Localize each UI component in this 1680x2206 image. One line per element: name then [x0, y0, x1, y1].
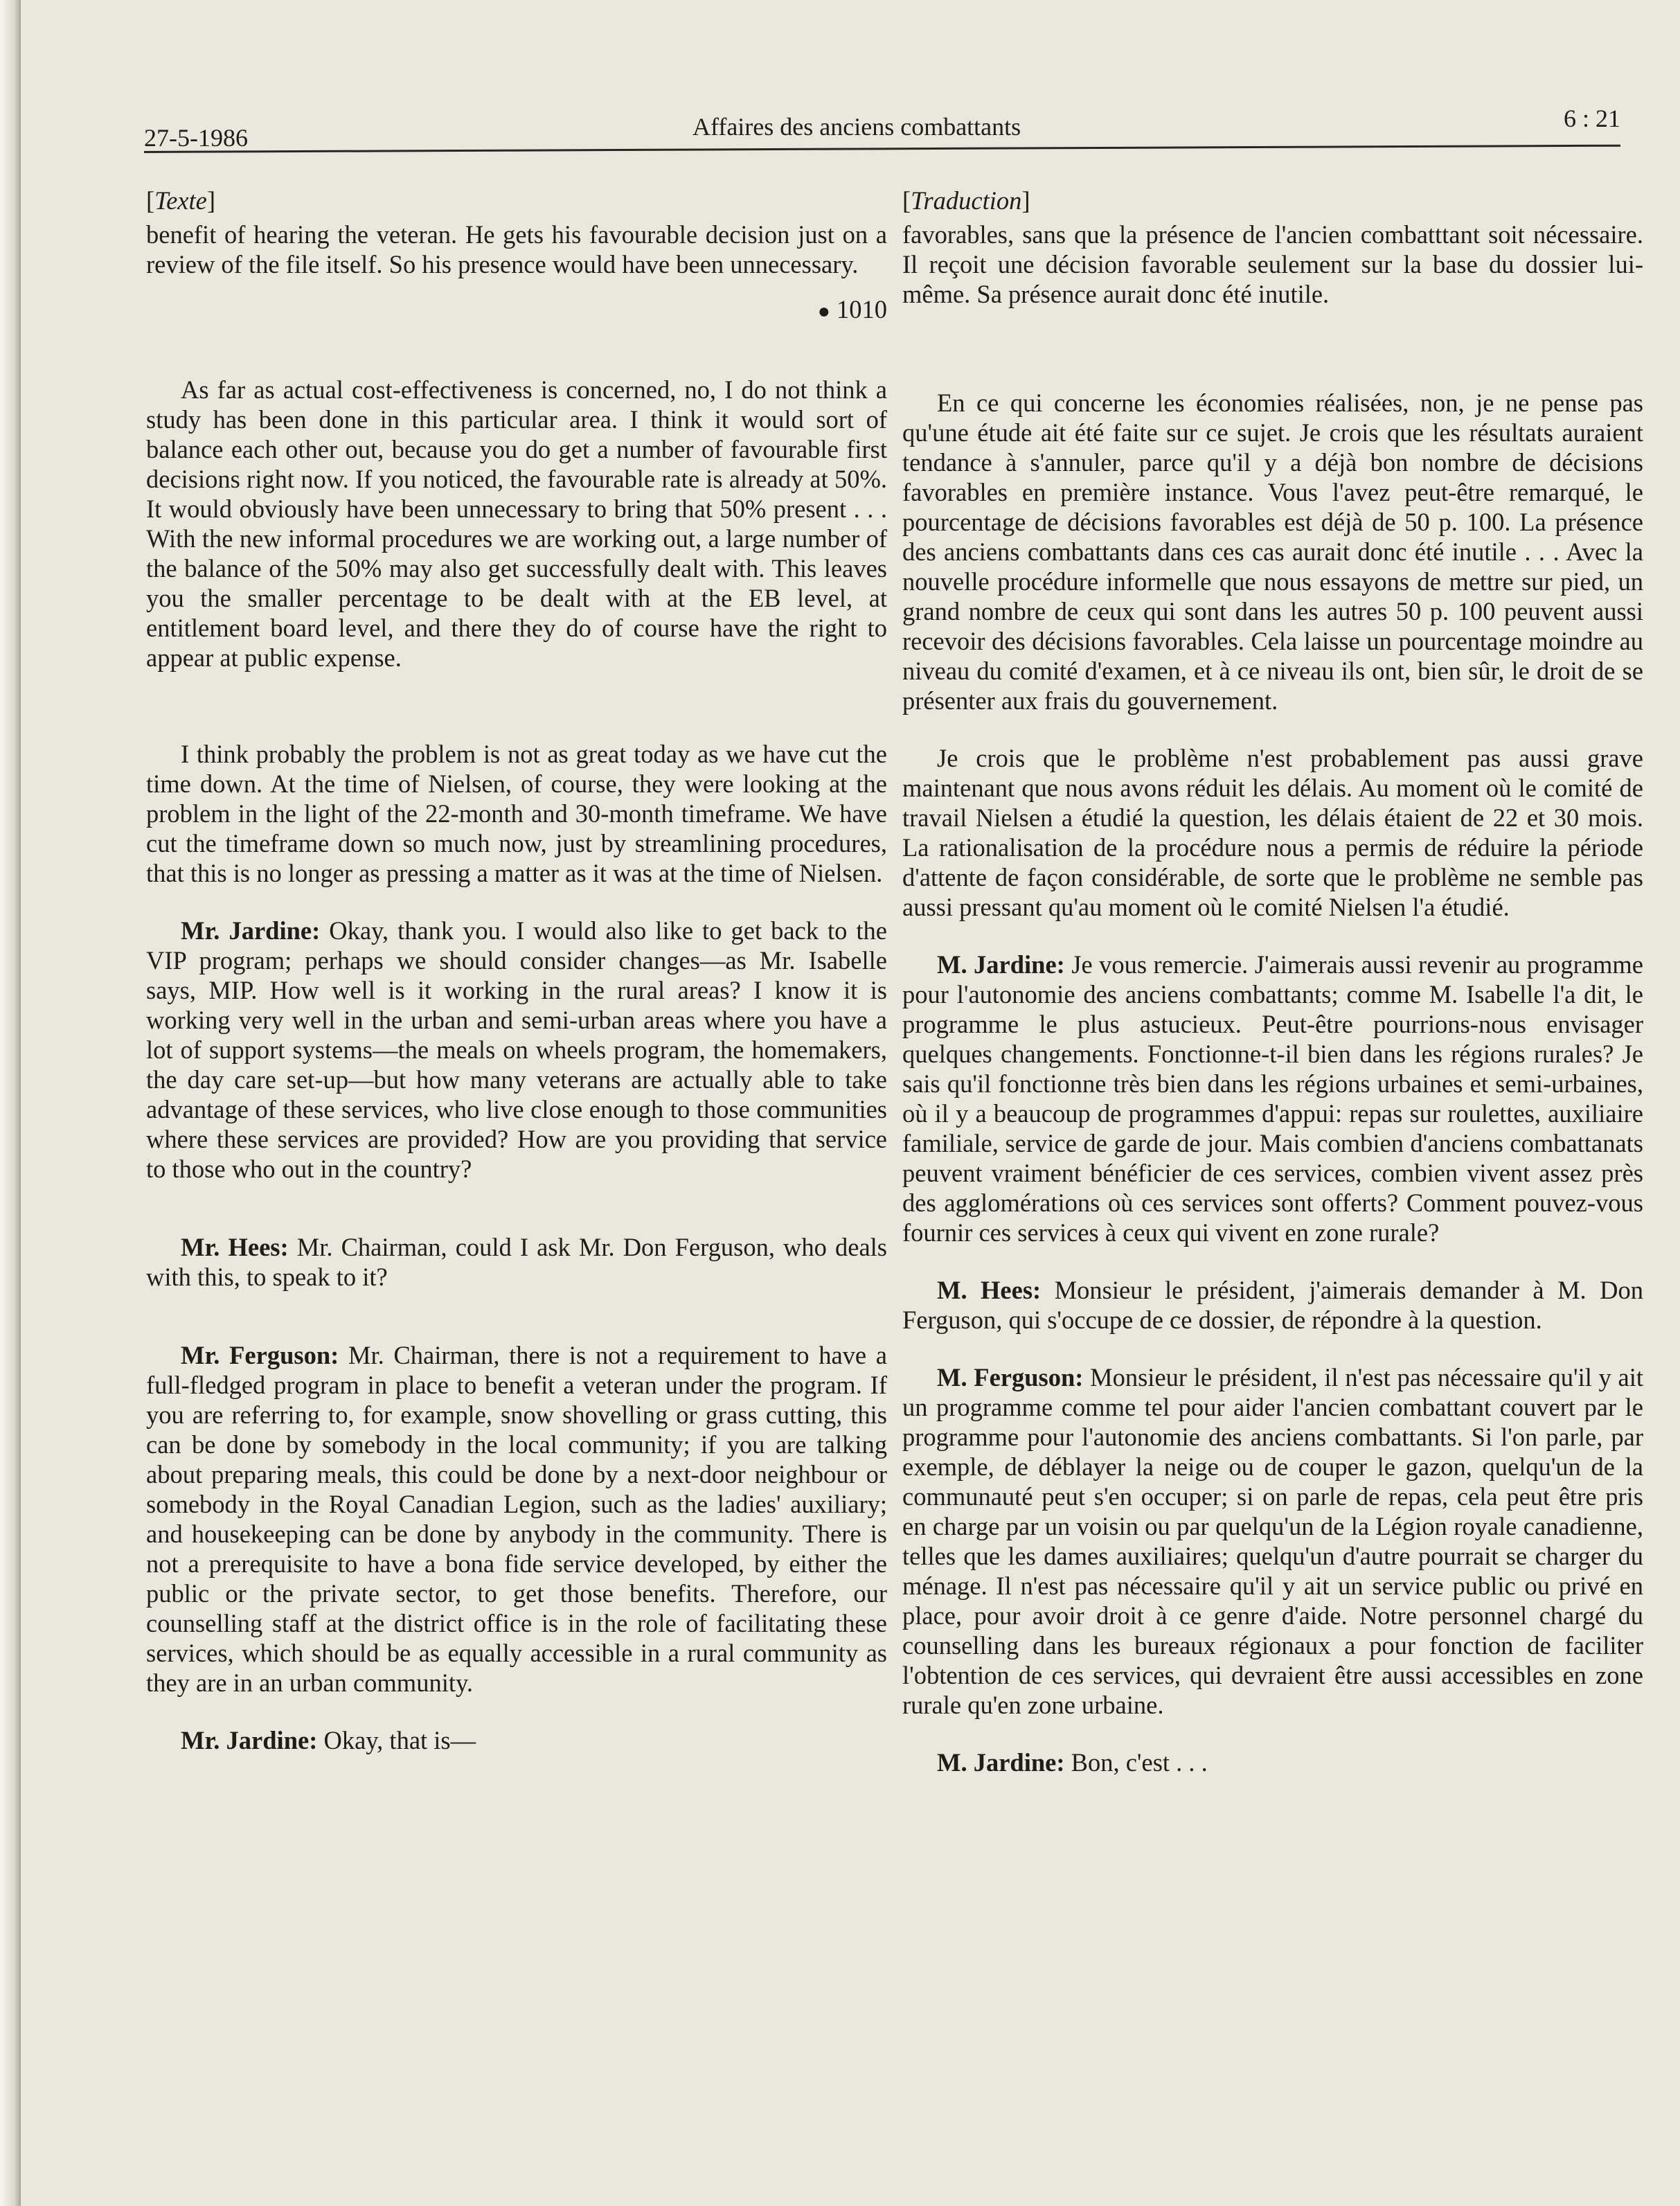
- speaker-name: Mr. Ferguson:: [181, 1341, 339, 1369]
- speech-text: Monsieur le président, il n'est pas nécessaire qu'il y ait un programme comme tel pour aider l'ancien combattant couvert par le programme pour l'autonomie des anciens combattants. Si l'on parle, par exemple, de déblayer la neige ou de couper le gazon, quelqu'un de la communauté peut s'en occuper; si on parle de repas, cela peut être pris en charge par un voisin ou par quelqu'un de la Légion royale canadienne, telles que les dames auxiliaires; quelqu'un d'autre pourrait se charger du ménage. Il n'est pas nécessaire qu'il y ait un service public ou privé en place, pour avoir droit à ce genre d'aide. Notre personnel chargé du counselling dans les bureaux régionaux a pour fonction de faciliter l'obtention de ces services, qui devraient être aussi accessibles en zone rurale qu'en zone urbaine.: [902, 1363, 1643, 1719]
- speech-text: Mr. Chairman, could I ask Mr. Don Ferguson, who deals with this, to speak to it?: [146, 1233, 887, 1291]
- french-paragraph: [902, 1275, 1643, 1335]
- english-paragraph: [146, 1232, 887, 1292]
- page-header: [144, 104, 1620, 152]
- french-paragraph: [902, 950, 1643, 1247]
- bullet-icon: ●: [817, 300, 830, 323]
- page-binding-edge: [0, 0, 21, 2206]
- french-paragraph: [902, 1747, 1643, 1777]
- english-paragraph: As far as actual cost-effectiveness is concerned, no, I do not think a study has been done in this particular area. I think it would sort of balance each other out, because you do get a number of favourable first decisions right now. If you noticed, the favourable rate is already at 50%. It would obviously have been unnecessary to bring that 50% present . . . With the new informal procedures we are working out, a large number of the balance of the 50% may also get successfully dealt with. This leaves you the smaller percentage to be dealt with at the EB level, at entitlement board level, and there they do of course have the right to appear at public expense.: [146, 375, 887, 672]
- english-section-label: [Texte]: [146, 186, 216, 215]
- speaker-name: M. Hees:: [937, 1276, 1042, 1304]
- speaker-name: M. Jardine:: [937, 1748, 1065, 1777]
- english-paragraph: benefit of hearing the veteran. He gets his favourable decision just on a review of the file itself. So his presence would have been unnecessary.: [146, 220, 887, 278]
- french-paragraph: Je crois que le problème n'est probablement pas aussi grave maintenant que nous avons réduit les délais. Au moment où le comité de travail Nielsen a étudié la question, les délais étaient de 22 et 30 mois. La rationalisation de la procédure nous a permis de réduire la période d'attente de façon considérable, de sorte que le problème ne semble pas aussi pressant qu'au moment où le comité Nielsen l'a étudié.: [902, 744, 1643, 921]
- speaker-name: M. Ferguson:: [937, 1363, 1084, 1391]
- english-paragraph: [146, 1340, 887, 1698]
- time-marker-value: 1010: [837, 295, 887, 323]
- french-section-label: [Traduction]: [902, 186, 1030, 215]
- speech-text: Mr. Chairman, there is not a requirement to have a full-fledged program in place to benefit a veteran under the program. If you are referring to, for example, snow shovelling or grass cutting, this can be done by somebody in the local community; if you are talking about preparing meals, this could be done by a next-door neighbour or somebody in the Royal Canadian Legion, such as the ladies' auxiliary; and housekeeping can be done by anybody in the community. There is not a prerequisite to have a bona fide service developed, by either the public or the private sector, to get those benefits. Therefore, our counselling staff at the district office is in the role of facilitating these services, which should be as equally accessible in a rural community as they are in an urban community.: [146, 1341, 887, 1697]
- header-rule: [144, 145, 1620, 153]
- french-paragraph: favorables, sans que la présence de l'ancien combatttant soit nécessaire. Il reçoit une décision favorable seulement sur la base du dossier lui-même. Sa présence aurait donc été inutile.: [902, 220, 1643, 308]
- english-paragraph: [146, 1725, 887, 1755]
- english-column: [146, 186, 887, 1755]
- french-paragraph: En ce qui concerne les économies réalisées, non, je ne pense pas qu'une étude ait été faite sur ce sujet. Je crois que les résultats auraient tendance à s'annuler, parce qu'il y a déjà bon nombre de décisions favorables en première instance. Vous l'avez peut-être remarqué, le pourcentage de décisions favorables est déjà de 50 p. 100. La présence des anciens combattants dans ces cas aurait donc été inutile . . . Avec la nouvelle procédure informelle que nous essayons de mettre sur pied, un grand nombre de ceux qui sont dans les autres 50 p. 100 peuvent aussi recevoir des décisions favorables. Cela laisse un pourcentage moindre au niveau du comité d'examen, et à ce niveau ils ont, bien sûr, le droit de se présenter aux frais du gouvernement.: [902, 389, 1643, 715]
- speaker-name: Mr. Hees:: [181, 1233, 289, 1261]
- speech-text: Okay, thank you. I would also like to get back to the VIP program; perhaps we should consider changes—as Mr. Isabelle says, MIP. How well is it working in the rural areas? I know it is working very well in the urban and semi-urban areas where you have a lot of support systems—the meals on wheels program, the homemakers, the day care set-up—but how many veterans are actually able to take advantage of these services, who live close enough to those communities where these services are provided? How are you providing that service to those who out in the country?: [146, 916, 887, 1183]
- speech-text: Okay, that is—: [323, 1726, 476, 1754]
- header-date: 27-5-1986: [144, 124, 248, 152]
- speaker-name: Mr. Jardine:: [181, 916, 321, 945]
- speech-text: Bon, c'est . . .: [1071, 1748, 1208, 1777]
- header-title: Affaires des anciens combattants: [692, 113, 1021, 141]
- speech-text: Je vous remercie. J'aimerais aussi revenir au programme pour l'autonomie des anciens combattants; comme M. Isabelle l'a dit, le programme le plus astucieux. Peut-être pourrions-nous envisager quelques changements. Fonctionne-t-il bien dans les régions rurales? Je sais qu'il fonctionne très bien dans les régions urbaines et semi-urbaines, où il y a beaucoup de programmes d'appui: repas sur roulettes, auxiliaire familiale, service de garde de jour. Mais combien d'anciens combattanats peuvent vraiment bénéficier de ces services, combien vivent assez près des agglomérations où ces services sont offerts? Comment pouvez-vous fournir ces services à ceux qui vivent en zone rurale?: [902, 950, 1644, 1247]
- time-marker: [146, 294, 887, 326]
- speech-text: Monsieur le président, j'aimerais demander à M. Don Ferguson, qui s'occupe de ce dossier, de répondre à la question.: [902, 1276, 1643, 1334]
- header-page-number: 6 : 21: [1563, 105, 1620, 132]
- english-paragraph: [146, 916, 887, 1184]
- speaker-name: Mr. Jardine:: [181, 1726, 318, 1754]
- french-column: [902, 186, 1643, 1777]
- english-paragraph: I think probably the problem is not as great today as we have cut the time down. At the time of Nielsen, of course, they were looking at the problem in the light of the 22-month and 30-month timeframe. We have cut the timeframe down so much now, just by streamlining procedures, that this is no longer as pressing a matter as it was at the time of Nielsen.: [146, 740, 887, 887]
- speaker-name: M. Jardine:: [937, 950, 1065, 979]
- french-paragraph: [902, 1362, 1643, 1720]
